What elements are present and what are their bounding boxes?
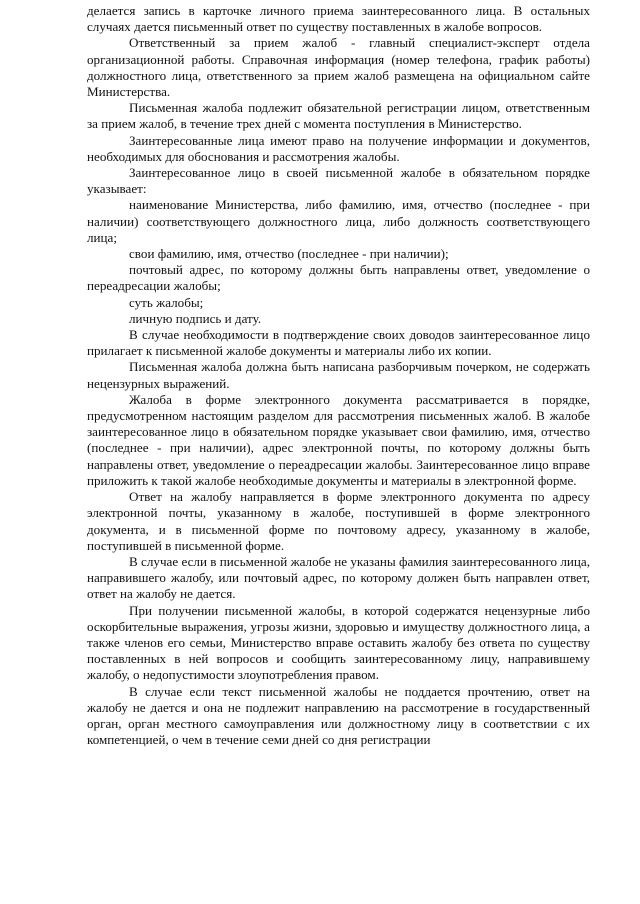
paragraph: Письменная жалоба должна быть написана разборчивым почерком, не содержать нецензурных выражений. xyxy=(87,359,590,391)
paragraph: наименование Министерства, либо фамилию, имя, отчество (последнее - при наличии) соответствующего должностного лица, либо должность соответствующего лица; xyxy=(87,197,590,245)
paragraph: В случае если текст письменной жалобы не поддается прочтению, ответ на жалобу не дается и она не подлежит направлению на рассмотрение в государственный орган, орган местного самоуправления или должностному лицу в соответствии с их компетенцией, о чем в течение семи дней со дня регистрации xyxy=(87,683,590,748)
paragraph: Ответ на жалобу направляется в форме электронного документа по адресу электронной почты, указанному в жалобе, поступившей в форме электронного документа, и в письменной форме по почтовому адресу, указанному в жалобе, поступившей в письменной форме. xyxy=(87,489,590,553)
paragraph: делается запись в карточке личного приема заинтересованного лица. В остальных случаях дается письменный ответ по существу поставленных в жалобе вопросов. xyxy=(87,3,590,35)
paragraph: Жалоба в форме электронного документа рассматривается в порядке, предусмотренном настоящим разделом для рассмотрения письменных жалоб. В жалобе заинтересованное лицо в обязательном порядке указывает свои фамилию, имя, отчество (последнее - при наличии), адрес электронной почты, по которому должны быть направлены ответ, уведомление о переадресации жалобы. Заинтересованное лицо вправе приложить к такой жалобе необходимые документы и материалы в электронной форме. xyxy=(87,391,590,488)
paragraph: В случае если в письменной жалобе не указаны фамилия заинтересованного лица, направившего жалобу, или почтовый адрес, по которому должен быть направлен ответ, ответ на жалобу не дается. xyxy=(87,553,590,602)
paragraph: личную подпись и дату. xyxy=(129,310,262,326)
paragraph: Письменная жалоба подлежит обязательной регистрации лицом, ответственным за прием жалоб, в течение трех дней с момента поступления в Министерство. xyxy=(87,100,590,132)
paragraph: Ответственный за прием жалоб - главный специалист-эксперт отдела организационной работы. Справочная информация (номер телефона, график работы) должностного лица, ответственного за прием жалоб размещена на официальном сайте Министерства. xyxy=(87,35,590,100)
paragraph: Заинтересованные лица имеют право на получение информации и документов, необходимых для обоснования и рассмотрения жалобы. xyxy=(87,132,590,164)
paragraph: суть жалобы; xyxy=(129,294,204,310)
paragraph: При получении письменной жалобы, в которой содержатся нецензурные либо оскорбительные выражения, угрозы жизни, здоровью и имуществу должностного лица, а также членов его семьи, Министерство вправе оставить жалобу без ответа по существу поставленных в ней вопросов и сообщить заинтересованному лицу, направившему жалобу, о недопустимости злоупотребления правом. xyxy=(87,602,590,683)
paragraph: В случае необходимости в подтверждение своих доводов заинтересованное лицо прилагает к письменной жалобе документы и материалы либо их копии. xyxy=(87,327,590,359)
paragraph: свои фамилию, имя, отчество (последнее - при наличии); xyxy=(129,246,449,262)
paragraph: почтовый адрес, по которому должны быть направлены ответ, уведомление о переадресации жалобы; xyxy=(87,262,590,294)
paragraph: Заинтересованное лицо в своей письменной жалобе в обязательном порядке указывает: xyxy=(87,165,590,197)
document-body xyxy=(87,3,590,748)
